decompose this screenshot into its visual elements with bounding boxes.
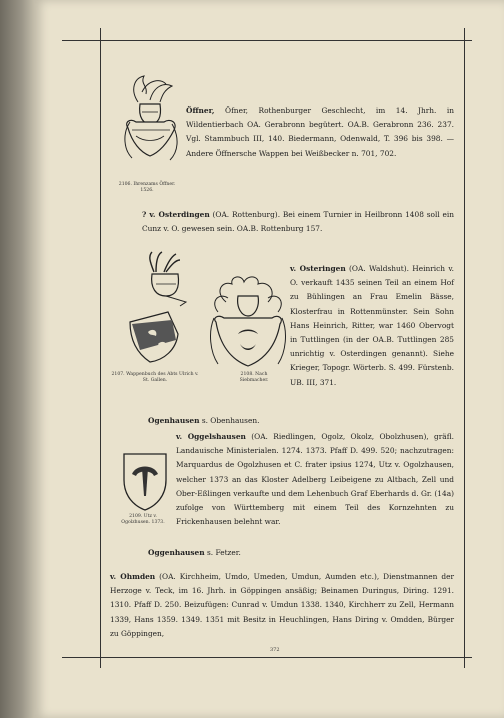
entry-offner-heading: Öffner, bbox=[186, 106, 215, 115]
caption-2106: 2106. Ihrenzams Öffner. 1526. bbox=[118, 182, 176, 194]
entry-ohmden-body: (OA. Kirchheim, Umdo, Umeden, Umdun, Aumden etc.), Dienstmannen der Herzoge v. Teck, im 16. Jhrh. in Göppingen ansäßig; Beinamen Duringus, Diring. 1291. 1310. Pfaff D. 250. Beizufügen: Cunrad v. Umdun 1338. 1340, Kirchherr zu Zell, Hermann 1339, Hans 1359. 1349. 1351 mit Besitz in Heuchlingen, Hans Diring v. Omdden, Bürger zu Göppingen, bbox=[110, 572, 454, 638]
caption-2109: 2109. Utz v. Ogolzhusen. 1373. bbox=[121, 514, 165, 526]
entry-osteringen bbox=[290, 262, 454, 390]
frame-left-rule bbox=[100, 28, 101, 668]
entry-osterdingen bbox=[142, 208, 454, 236]
coat-of-arms-osteringen-siebmacher-icon bbox=[208, 272, 288, 372]
entry-oggelshausen bbox=[176, 430, 454, 529]
coat-of-arms-offner-icon bbox=[120, 72, 182, 176]
entry-osteringen-heading: v. Osteringen bbox=[290, 264, 346, 273]
entry-oggelshausen-body: (OA. Riedlingen, Ogolz, Okolz, Obolzhusen), gräfl. Landauische Ministerialen. 1274. 1373. Pfaff D. 499. 520; nachzutragen: Marquardus de Ogolzhusen et C. frater ipsius 1274, Utz v. Ogolzhausen, welcher 1373 an das Kloster Adelberg Leibeigene zu Altbach, Zell und Ober-Eßlingen verkaufte und dem Lehenbuch Graf Eberhards d. Gr. (14a) zufolge von Württemberg mit einem Teil des Kornzehnten zu Frickenhausen belehnt war. bbox=[176, 432, 454, 527]
entry-oggenhausen-heading: Oggenhausen bbox=[148, 548, 205, 557]
page-number: 372 bbox=[270, 647, 280, 653]
caption-2108: 2108. Nach Siebmacher. bbox=[239, 372, 269, 384]
entry-osteringen-body: (OA. Waldshut). Heinrich v. O. verkauft 1435 seinen Teil an einem Hof zu Bühlingen an Frau Emelin Bässe, Klosterfrau in Rottenmünster. Sein Sohn Hans Heinrich, Ritter, war 1460 Obervogt in Tuttlingen (in der OA.B. Tuttlingen 285 unrichtig v. Osterdingen genannt). Siehe Krieger, Topogr. Wörterb. S. 499. Fürstenb. UB. III, 371. bbox=[290, 264, 455, 387]
entry-ohmden-heading: v. Ohmden bbox=[110, 572, 156, 581]
entry-offner-body: Öfner, Rothenburger Geschlecht, im 14. Jhrh. in Wildentierbach OA. Gerabronn begütert. OA.B. Gerabronn 236. 237. Vgl. Stammbuch III, 140. Biedermann, Odenwald, T. 396 bis 398. — Andere Öffnersche Wappen bei Weißbecker n. 701, 702. bbox=[186, 106, 455, 158]
entry-ogenhausen-body: s. Obenhausen. bbox=[201, 416, 260, 425]
coat-of-arms-oggelshausen-icon bbox=[122, 452, 168, 512]
entry-oggelshausen-heading: v. Oggelshausen bbox=[176, 432, 246, 441]
entry-osterdingen-heading: ? v. Osterdingen bbox=[142, 210, 210, 219]
frame-right-rule bbox=[464, 28, 465, 668]
book-gutter bbox=[0, 0, 36, 718]
entry-ohmden bbox=[110, 570, 454, 641]
entry-oggenhausen bbox=[148, 546, 454, 560]
entry-ogenhausen bbox=[148, 414, 454, 428]
entry-osterdingen-body: (OA. Rottenburg). Bei einem Turnier in Heilbronn 1408 soll ein Cunz v. O. gewesen sein. OA.B. Rottenburg 157. bbox=[142, 210, 454, 234]
entry-ogenhausen-heading: Ogenhausen bbox=[148, 416, 200, 425]
caption-2107: 2107. Wappenbuch des Abts Ulrich v. St. Gallen. bbox=[111, 372, 199, 384]
entry-offner bbox=[186, 104, 454, 161]
coat-of-arms-osteringen-abbot-icon bbox=[120, 250, 200, 370]
entry-oggenhausen-body: s. Fetzer. bbox=[206, 548, 241, 557]
